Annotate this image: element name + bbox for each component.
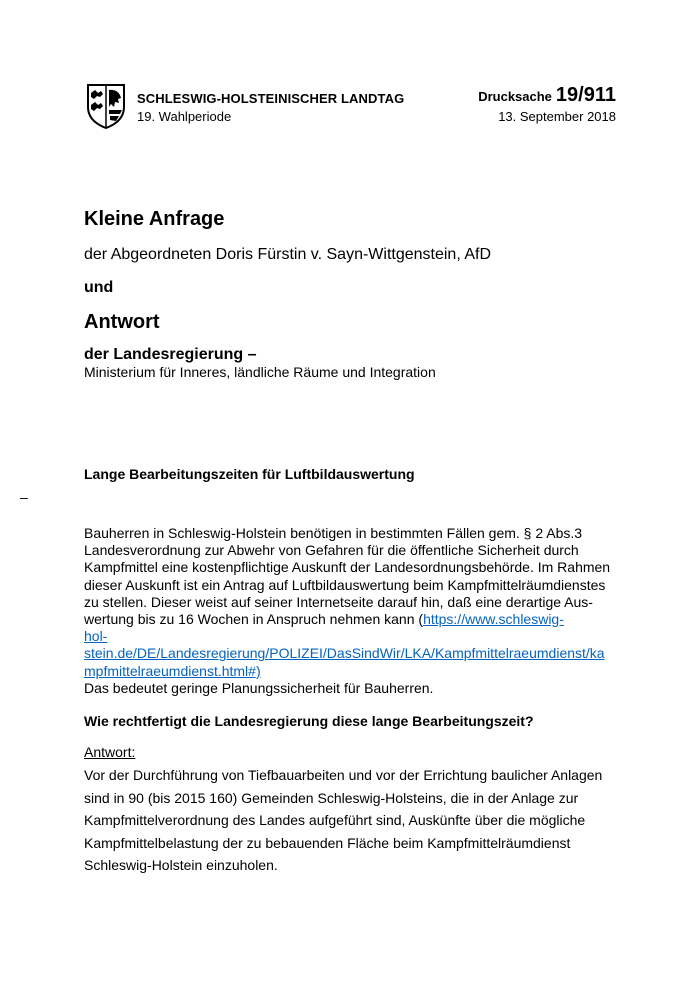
source-link-start[interactable]: https://www.schleswig- <box>423 611 564 628</box>
intro-line-with-link <box>84 611 624 628</box>
conjunction-und: und <box>84 279 114 296</box>
intro-line: Landesverordnung zur Abwehr von Gefahren für die öffentliche Sicherheit durch <box>84 542 579 559</box>
margin-dash: – <box>20 489 28 505</box>
heading-antwort: Antwort <box>84 311 160 333</box>
document-number-label: Drucksache <box>478 89 552 104</box>
heading-kleine-anfrage: Kleine Anfrage <box>84 208 225 230</box>
document-number-value: 19/911 <box>555 84 616 106</box>
landesregierung-line: der Landesregierung – <box>84 346 257 363</box>
question-text: Wie rechtfertigt die Landesregierung diese lange Bearbeitungszeit? <box>84 713 534 729</box>
answer-line: Kampfmittelbelastung der zu bebauenden Fläche beim Kampfmittelräumdienst <box>84 834 571 851</box>
answer-label: Antwort: <box>84 744 136 760</box>
subject-heading: Lange Bearbeitungszeiten für Luftbildauswertung <box>84 466 415 482</box>
intro-line: zu stellen. Dieser weist auf seiner Internetseite darauf hin, daß eine derartige Aus- <box>84 593 593 610</box>
source-link-part[interactable]: mpfmittelraeumdienst.html#) <box>84 662 261 679</box>
answer-line: Vor der Durchführung von Tiefbauarbeiten und vor der Errichtung baulicher Anlagen <box>84 767 603 783</box>
document-date: 13. September 2018 <box>498 109 616 124</box>
intro-line: Bauherren in Schleswig-Holstein benötigen in bestimmten Fällen gem. § 2 Abs.3 <box>84 525 583 541</box>
legislative-period: 19. Wahlperiode <box>137 109 232 124</box>
intro-closing: Das bedeutet geringe Planungssicherheit für Bauherren. <box>84 679 434 696</box>
intro-line: Kampfmittel eine kostenpflichtige Auskunft der Landesordnungsbehörde. Im Rahmen <box>84 559 611 576</box>
parliament-name: SCHLESWIG-HOLSTEINISCHER LANDTAG <box>137 91 405 106</box>
schleswig-holstein-crest-icon <box>86 83 126 129</box>
deputy-line: der Abgeordneten Doris Fürstin v. Sayn-Wittgenstein, AfD <box>84 246 492 263</box>
document-number <box>478 84 616 107</box>
source-link-part[interactable]: hol- <box>84 628 108 645</box>
intro-line-text: wertung bis zu 16 Wochen in Anspruch nehmen kann ( <box>84 611 424 628</box>
intro-paragraph <box>84 525 624 697</box>
source-link-part[interactable]: stein.de/DE/Landesregierung/POLIZEI/DasSindWir/LKA/Kampfmittelraeumdienst/ka <box>84 645 605 662</box>
answer-paragraph <box>84 764 624 877</box>
answer-line: Schleswig-Holstein einzuholen. <box>84 857 278 874</box>
intro-line: dieser Auskunft ist ein Antrag auf Luftbildauswertung beim Kampfmittelräumdienstes <box>84 576 606 593</box>
ministry-line: Ministerium für Inneres, ländliche Räume und Integration <box>84 364 436 380</box>
answer-line: Kampfmittelverordnung des Landes aufgeführt sind, Auskünfte über die mögliche <box>84 812 586 829</box>
answer-line: sind in 90 (bis 2015 160) Gemeinden Schleswig-Holsteins, die in der Anlage zur <box>84 789 579 806</box>
